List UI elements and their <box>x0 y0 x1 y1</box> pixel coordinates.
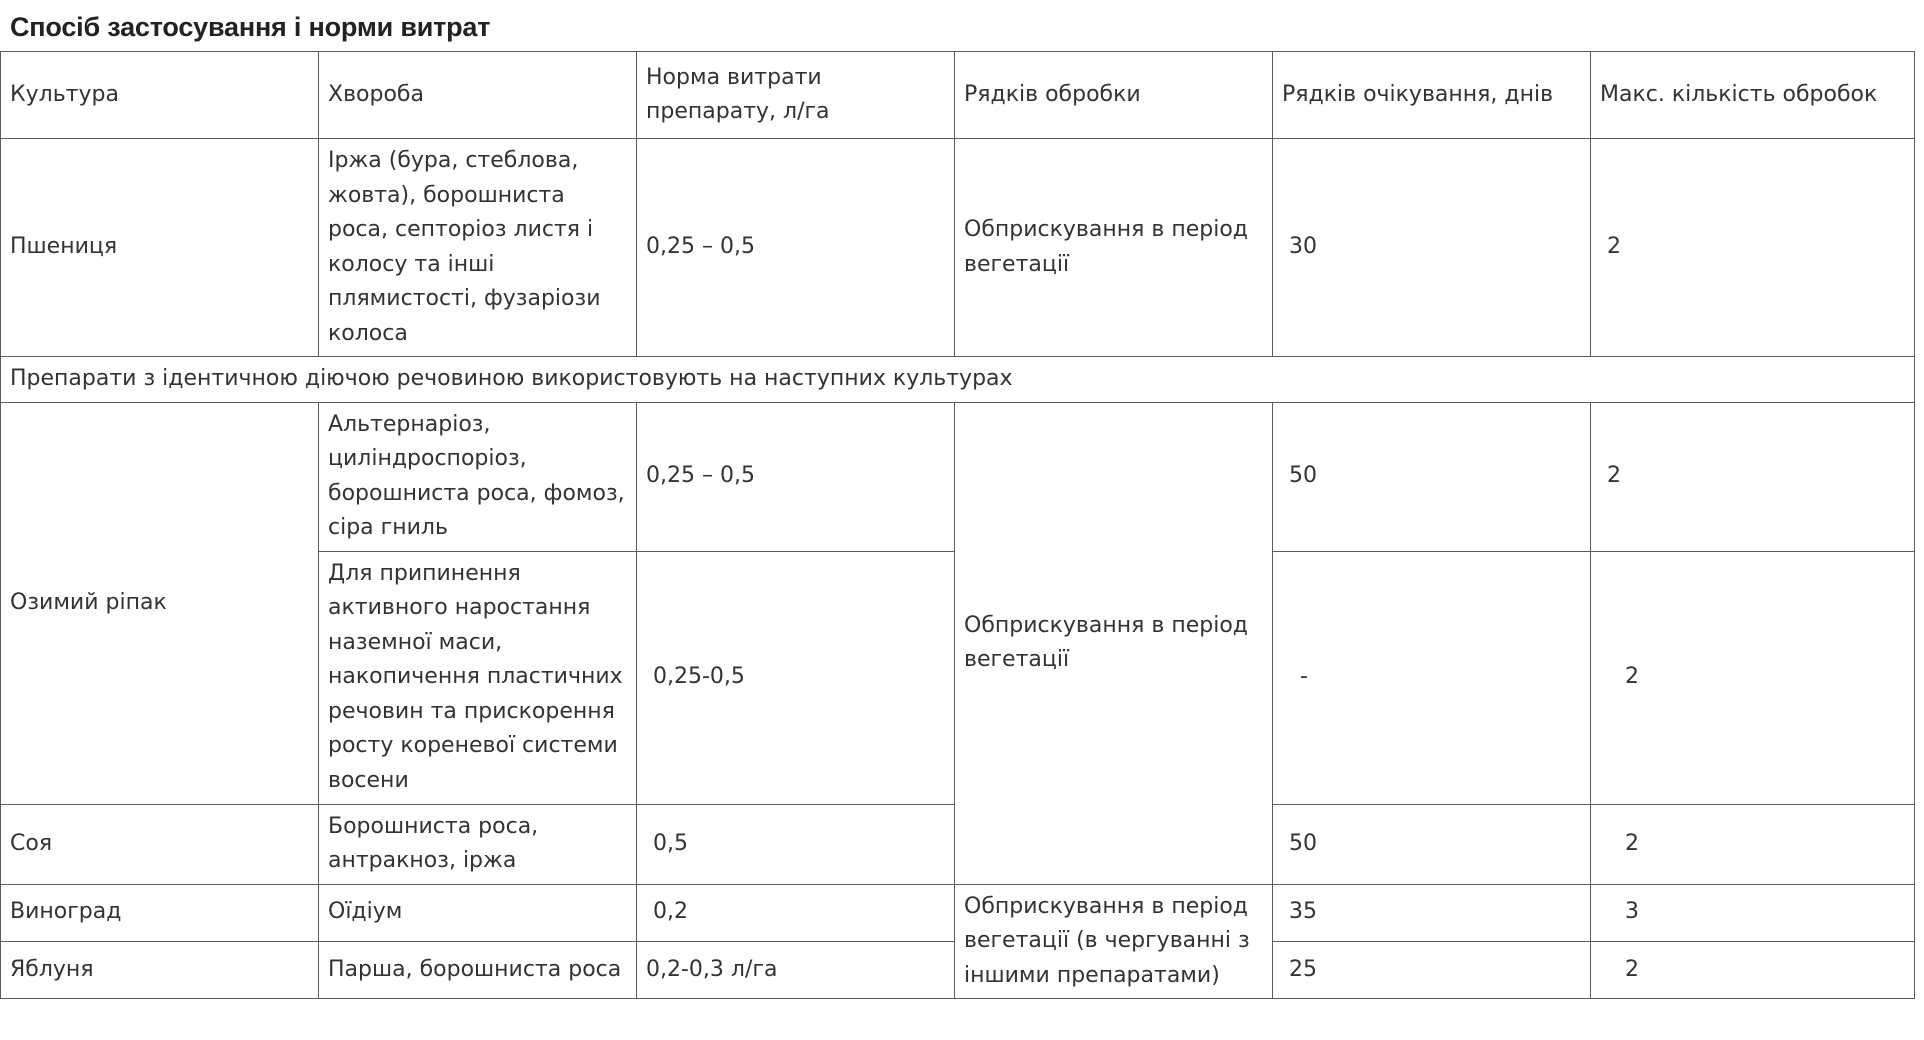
cell-disease: Альтернаріоз, циліндроспоріоз, борошниста роса, фомоз, сіра гниль <box>319 402 637 551</box>
cell-max-treatments: 2 <box>1591 551 1915 804</box>
header-max-treatments: Макс. кількість обробок <box>1591 52 1915 139</box>
cell-wait-days: - <box>1273 551 1591 804</box>
cell-disease: Для припинення активного наростання наземної маси, накопичення пластичних речовин та прискорення росту кореневої системи восени <box>319 551 637 804</box>
table-row <box>1 402 1915 551</box>
cell-wait-days: 25 <box>1273 941 1591 998</box>
cell-wait-days: 30 <box>1273 139 1591 357</box>
cell-method: Обприскування в період вегетації (в чергуванні з іншими препаратами) <box>955 884 1273 999</box>
cell-method: Обприскування в період вегетації <box>955 139 1273 357</box>
cell-disease: Борошниста роса, антракноз, іржа <box>319 804 637 884</box>
header-disease: Хвороба <box>319 52 637 139</box>
cell-wait-days: 50 <box>1273 804 1591 884</box>
table-header-row <box>1 52 1915 139</box>
cell-culture: Виноград <box>1 884 319 941</box>
cell-rate: 0,25 – 0,5 <box>637 402 955 551</box>
cell-disease: Іржа (бура, стеблова, жовта), борошниста роса, септоріоз листя і колосу та інші плямистості, фузаріози колоса <box>319 139 637 357</box>
content-area <box>10 10 1914 44</box>
cell-rate: 0,25 – 0,5 <box>637 139 955 357</box>
cell-max-treatments: 3 <box>1591 884 1915 941</box>
table-row <box>1 884 1915 941</box>
cell-culture: Пшениця <box>1 139 319 357</box>
cell-max-treatments: 2 <box>1591 139 1915 357</box>
cell-max-treatments: 2 <box>1591 804 1915 884</box>
header-wait-days: Рядків очікування, днів <box>1273 52 1591 139</box>
application-rates-table <box>0 51 1915 999</box>
cell-max-treatments: 2 <box>1591 941 1915 998</box>
note-identical-substance: Препарати з ідентичною діючою речовиною використовують на наступних культурах <box>1 357 1915 403</box>
cell-disease: Оїдіум <box>319 884 637 941</box>
cell-disease: Парша, борошниста роса <box>319 941 637 998</box>
table-note-row <box>1 357 1915 403</box>
table-row <box>1 139 1915 357</box>
cell-rate: 0,5 <box>637 804 955 884</box>
header-method: Рядків обробки <box>955 52 1273 139</box>
header-rate: Норма витрати препарату, л/га <box>637 52 955 139</box>
cell-rate: 0,2 <box>637 884 955 941</box>
cell-wait-days: 35 <box>1273 884 1591 941</box>
cell-rate: 0,25-0,5 <box>637 551 955 804</box>
cell-rate: 0,2-0,3 л/га <box>637 941 955 998</box>
cell-culture: Яблуня <box>1 941 319 998</box>
cell-wait-days: 50 <box>1273 402 1591 551</box>
cell-culture: Озимий ріпак <box>1 402 319 804</box>
cell-culture: Соя <box>1 804 319 884</box>
cell-method: Обприскування в період вегетації <box>955 402 1273 884</box>
section-title: Спосіб застосування і норми витрат <box>10 12 491 42</box>
cell-max-treatments: 2 <box>1591 402 1915 551</box>
header-culture: Культура <box>1 52 319 139</box>
